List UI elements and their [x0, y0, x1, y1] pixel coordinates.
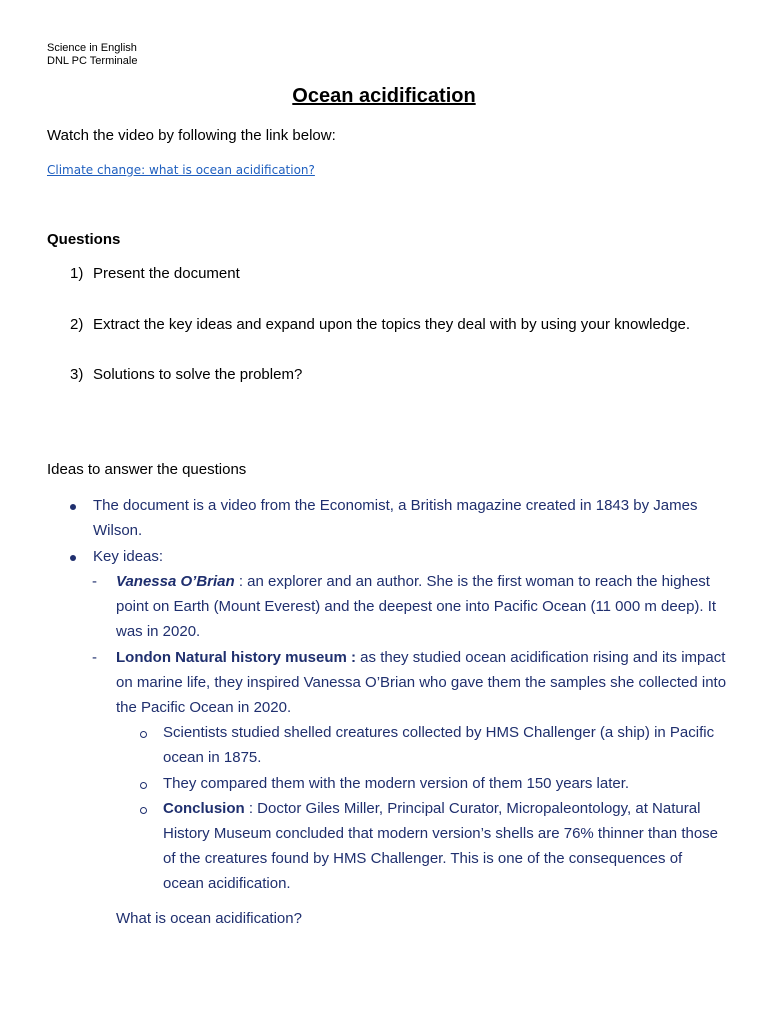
question-text: Extract the key ideas and expand upon the topics they deal with by using your knowledge. — [93, 316, 691, 333]
circle-bullet-icon — [140, 731, 147, 738]
bullet-icon — [70, 504, 76, 510]
question-text: Present the document — [93, 265, 240, 282]
question-item — [70, 264, 240, 284]
sub-text: : Doctor Giles Miller, Principal Curator, Micropaleontology, at Natural History Museum concluded that modern version’s shells are 76% thinner than those of the creatures found by HMS Challenger. This is one of the consequences of ocean acidification. — [163, 800, 719, 892]
sub-item-conclusion — [163, 796, 723, 896]
dash-text: : an explorer and an author. She is the first woman to reach the highest point on Earth (Mount Everest) and the deepest one into Pacific Ocean (11 000 m deep). It was in 2020. — [116, 573, 717, 640]
sub-item-compared: They compared them with the modern version of them 150 years later. — [163, 775, 630, 792]
question-item — [70, 315, 690, 335]
dash-item-vanessa — [116, 569, 728, 644]
video-link[interactable]: Climate change: what is ocean acidification? — [47, 163, 315, 177]
header-class: DNL PC Terminale — [47, 55, 138, 67]
dash-item-museum — [116, 645, 728, 720]
circle-bullet-icon — [140, 807, 147, 814]
dash-label: Vanessa O’Brian — [116, 573, 235, 590]
dash-icon: - — [92, 573, 97, 590]
question-item — [70, 365, 302, 385]
bullet-text-document: The document is a video from the Economist, a British magazine created in 1843 by James Wilson. — [93, 497, 698, 539]
sub-label: Conclusion — [163, 800, 245, 817]
page-title: Ocean acidification — [292, 85, 476, 107]
bullet-icon — [70, 555, 76, 561]
questions-heading: Questions — [47, 231, 121, 248]
circle-bullet-icon — [140, 782, 147, 789]
closing-question: What is ocean acidification? — [116, 910, 302, 927]
intro-text: Watch the video by following the link below: — [47, 127, 336, 144]
ideas-heading: Ideas to answer the questions — [47, 461, 247, 478]
bullet-text-key-ideas: Key ideas: — [93, 548, 164, 565]
header-subject: Science in English — [47, 42, 137, 54]
sub-item-scientists: Scientists studied shelled creatures collected by HMS Challenger (a ship) in Pacific ocean in 1875. — [163, 724, 715, 766]
dash-icon: - — [92, 649, 97, 666]
question-number: 3) — [70, 366, 84, 383]
question-number: 2) — [70, 316, 84, 333]
dash-label: London Natural history museum : — [116, 649, 357, 666]
question-text: Solutions to solve the problem? — [93, 366, 303, 383]
dash-text: as they studied ocean acidification rising and its impact on marine life, they inspired Vanessa O’Brian who gave them the samples she collected into the Pacific Ocean in 2020. — [116, 649, 727, 716]
question-number: 1) — [70, 265, 84, 282]
